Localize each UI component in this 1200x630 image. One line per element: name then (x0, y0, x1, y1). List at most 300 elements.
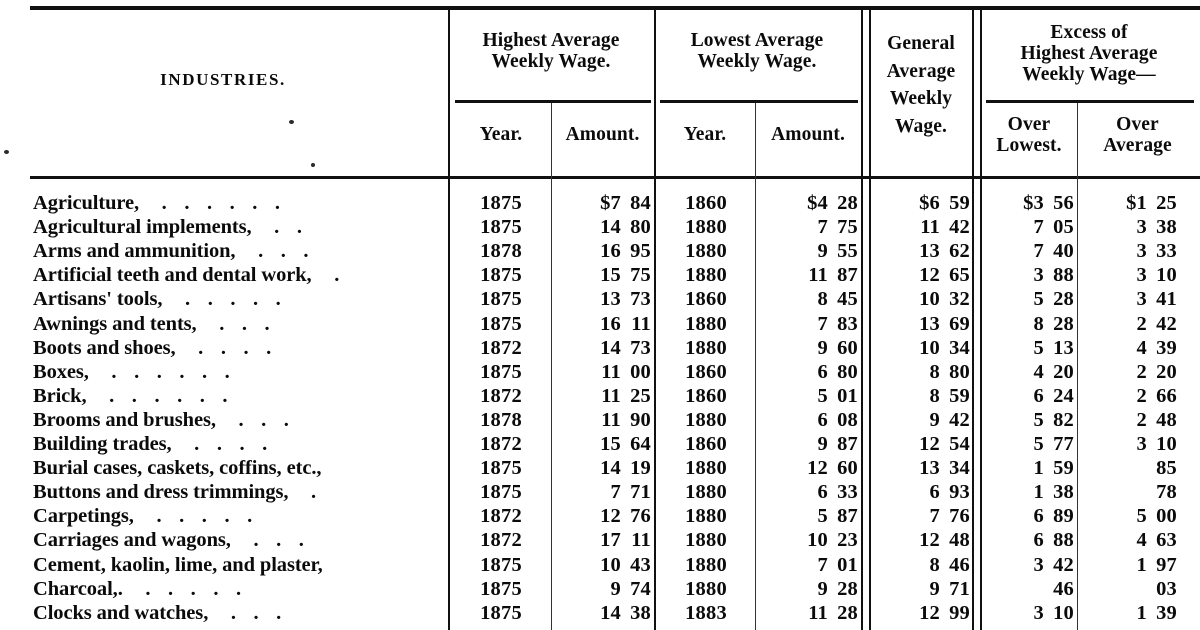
column-header-over-lowest (982, 114, 1076, 156)
general-average-dollars: 8 (929, 384, 940, 407)
highest-year-cell: 1875 (480, 601, 522, 624)
highest-amount-cents: 11 (631, 529, 651, 552)
highest-amount-cents: 84 (630, 192, 651, 214)
industry-label: Buttons and dress trimmings, (33, 481, 289, 504)
lowest-year-cell: 1860 (685, 360, 727, 383)
highest-amount-dollars: 11 (601, 408, 621, 431)
general-average-cents: 59 (949, 192, 970, 214)
over-average-line1: Over (1116, 114, 1159, 135)
industry-name-cell (33, 361, 445, 385)
highest-amount-cents: 76 (630, 505, 651, 528)
excess-over-lowest-dollars: 3 (1033, 601, 1044, 624)
lowest-amount-cents: 87 (837, 264, 858, 287)
highest-amount-cents: 43 (630, 553, 651, 576)
highest-amount-cents: 11 (631, 312, 651, 335)
highest-amount-cell (557, 481, 651, 505)
industry-name-cell (33, 602, 445, 626)
leader-dots: . (288, 481, 323, 504)
column-header-over-average (1079, 114, 1196, 156)
excess-over-average-cell (1085, 264, 1177, 288)
excess-over-average-cents: 78 (1156, 481, 1177, 504)
general-average-dollars: 7 (929, 505, 940, 528)
general-average-cents: 34 (949, 336, 970, 359)
highest-year-label: Year. (479, 124, 523, 145)
highest-year-cell: 1872 (480, 384, 522, 407)
industry-name-cell (33, 288, 445, 312)
lowest-amount-dollars: 7 (817, 312, 828, 335)
table-row (0, 457, 1200, 481)
lowest-amount-dollars: 7 (817, 553, 828, 576)
lowest-amount-dollars: 9 (817, 240, 828, 263)
highest-amount-cents: 75 (630, 264, 651, 287)
general-average-cell (874, 578, 970, 602)
general-line4: Wage. (895, 116, 947, 138)
table-row (0, 578, 1200, 602)
general-average-cell (874, 457, 970, 481)
leader-dots: . . . . . . (86, 384, 234, 407)
table-row (0, 481, 1200, 505)
industry-name-cell (33, 505, 445, 529)
excess-over-lowest-dollars: 3 (1033, 192, 1044, 214)
industry-name-cell (33, 457, 445, 481)
general-average-cents: 93 (949, 481, 970, 504)
highest-year-cell: 1875 (480, 312, 522, 335)
excess-over-average-dollars: 1 (1136, 601, 1147, 624)
leader-dots: . . . . . . (88, 360, 237, 383)
over-average-line2: Average (1103, 135, 1172, 157)
general-average-cents: 65 (949, 264, 970, 287)
highest-amount-dollars: 16 (600, 312, 621, 335)
lowest-year-cell: 1860 (685, 433, 727, 455)
lowest-amount-cents: 55 (837, 240, 858, 263)
lowest-amount-cents: 28 (837, 192, 858, 214)
excess-over-average-cents: 39 (1156, 336, 1177, 359)
lowest-amount-cell (758, 578, 858, 602)
highest-year-cell: 1875 (480, 360, 522, 383)
table-row (0, 361, 1200, 385)
lowest-amount-dollars: 7 (817, 216, 828, 239)
lowest-amount-dollars: 11 (808, 264, 828, 287)
lowest-amount-cell (758, 409, 858, 433)
excess-over-average-dollars: 1 (1136, 553, 1147, 576)
lowest-year-cell: 1860 (685, 288, 727, 311)
highest-year-cell: 1872 (480, 505, 522, 528)
excess-over-lowest-cents: 38 (1053, 481, 1074, 504)
industry-name-cell (33, 409, 445, 433)
highest-year-cell: 1878 (480, 408, 522, 431)
excess-over-lowest-dollars: 3 (1033, 553, 1044, 576)
highest-amount-cents: 19 (630, 457, 651, 480)
table-row (0, 554, 1200, 578)
industry-name-cell (33, 313, 445, 337)
highest-amount-dollars: 15 (600, 433, 621, 455)
leader-dots: . . . (208, 601, 288, 624)
lowest-amount-cents: 23 (837, 529, 858, 552)
lowest-amount-cell (758, 385, 858, 409)
highest-amount-cents: 90 (630, 408, 651, 431)
general-average-cell (874, 554, 970, 578)
leader-dots: . . . (230, 529, 311, 552)
excess-over-lowest-dollars: 3 (1033, 264, 1044, 287)
excess-over-average-cell (1085, 240, 1177, 264)
lowest-year-cell: 1880 (685, 577, 727, 600)
general-average-dollars: 13 (919, 312, 940, 335)
general-average-dollars: 10 (919, 288, 940, 311)
excess-over-lowest-cents: 56 (1053, 192, 1074, 214)
lowest-amount-cents: 01 (837, 384, 858, 407)
lowest-amount-cents: 75 (837, 216, 858, 239)
excess-over-average-dollars: 3 (1136, 433, 1147, 455)
excess-over-lowest-cell (986, 409, 1074, 433)
excess-over-lowest-dollars: 5 (1033, 288, 1044, 311)
lowest-amount-dollars: 6 (817, 481, 828, 504)
highest-year-cell: 1875 (480, 481, 522, 504)
table-row (0, 337, 1200, 361)
highest-amount-cell (557, 529, 651, 553)
table-row (0, 216, 1200, 240)
highest-year-cell: 1875 (480, 216, 522, 239)
highest-amount-cents: 73 (630, 288, 651, 311)
excess-over-average-cents: 85 (1156, 457, 1177, 480)
general-average-cents: 34 (949, 457, 970, 480)
excess-over-lowest-dollars: 5 (1033, 433, 1044, 455)
general-average-dollars: 13 (919, 457, 940, 480)
excess-over-lowest-cell (986, 578, 1074, 602)
excess-over-lowest-cents: 05 (1053, 216, 1074, 239)
lowest-amount-cents: 60 (837, 336, 858, 359)
lowest-amount-cell (758, 505, 858, 529)
excess-over-lowest-cell (986, 554, 1074, 578)
lowest-year-label: Year. (683, 124, 727, 145)
lowest-year-cell: 1880 (685, 312, 727, 335)
excess-over-average-cell (1085, 192, 1177, 216)
table-row (0, 264, 1200, 288)
lowest-amount-cents: 01 (837, 553, 858, 576)
lowest-amount-cell (758, 264, 858, 288)
general-line2: Average (886, 60, 956, 82)
excess-over-lowest-cell (986, 385, 1074, 409)
table-body (0, 190, 1200, 630)
highest-amount-dollars: 14 (600, 336, 621, 359)
excess-over-average-dollars: 2 (1136, 384, 1147, 407)
excess-over-lowest-dollars: 7 (1033, 216, 1044, 239)
lowest-year-cell: 1880 (685, 529, 727, 552)
column-group-highest-average (452, 30, 650, 72)
general-average-cents: 42 (949, 408, 970, 431)
excess-over-lowest-cents: 28 (1053, 312, 1074, 335)
excess-over-average-cell (1085, 602, 1177, 626)
excess-over-average-cell (1085, 361, 1177, 385)
lowest-amount-cents: 28 (837, 577, 858, 600)
excess-over-lowest-cents: 40 (1053, 240, 1074, 263)
currency-symbol: $ (1126, 192, 1137, 214)
highest-amount-cell (557, 602, 651, 626)
lowest-year-cell: 1880 (685, 481, 727, 504)
column-header-lowest-year (656, 124, 754, 145)
leader-dots: . . . . . (133, 505, 259, 528)
lowest-amount-cents: 60 (837, 457, 858, 480)
lowest-year-cell: 1883 (685, 601, 727, 624)
excess-over-lowest-dollars: 6 (1033, 384, 1044, 407)
general-average-cell (874, 264, 970, 288)
group-title-line2: Weekly Wage. (697, 51, 817, 73)
lowest-amount-cell (758, 481, 858, 505)
general-average-cents: 99 (949, 601, 970, 624)
highest-year-cell: 1875 (480, 288, 522, 311)
industry-label: Awnings and tents, (33, 312, 197, 335)
industry-name-cell (33, 433, 445, 457)
lowest-amount-cell (758, 337, 858, 361)
general-average-cents: 54 (949, 433, 970, 455)
highest-amount-cell (557, 457, 651, 481)
general-average-cell (874, 216, 970, 240)
general-average-cell (874, 602, 970, 626)
leader-dots: . . . (235, 240, 315, 263)
excess-over-lowest-dollars: 6 (1033, 529, 1044, 552)
highest-amount-cell (557, 192, 651, 216)
excess-over-lowest-cell (986, 602, 1074, 626)
highest-amount-dollars: 11 (601, 360, 621, 383)
highest-amount-dollars: 15 (600, 264, 621, 287)
general-average-cents: 46 (949, 553, 970, 576)
industry-name-cell (33, 337, 445, 361)
general-average-dollars: 10 (919, 336, 940, 359)
lowest-year-cell: 1860 (685, 384, 727, 407)
highest-amount-cell (557, 264, 651, 288)
general-average-cell (874, 361, 970, 385)
highest-amount-cents: 00 (630, 360, 651, 383)
excess-over-average-cents: 33 (1156, 240, 1177, 263)
excess-over-average-dollars: 5 (1136, 505, 1147, 528)
highest-year-cell: 1872 (480, 529, 522, 552)
general-average-cents: 59 (949, 384, 970, 407)
excess-over-average-cell (1085, 529, 1177, 553)
excess-over-lowest-dollars: 5 (1033, 408, 1044, 431)
industry-label: Boots and shoes, (33, 336, 176, 359)
highest-amount-dollars: 7 (610, 481, 621, 504)
industry-label: Artificial teeth and dental work, (33, 264, 312, 287)
lowest-year-cell: 1880 (685, 408, 727, 431)
lowest-amount-dollars: 5 (817, 384, 828, 407)
general-average-dollars: 12 (919, 264, 940, 287)
excess-over-average-cents: 41 (1156, 288, 1177, 311)
table-row (0, 602, 1200, 626)
general-average-cell (874, 433, 970, 457)
highest-amount-cell (557, 578, 651, 602)
lowest-amount-cents: 33 (837, 481, 858, 504)
excess-line1: Excess of (1050, 22, 1128, 43)
table-row (0, 505, 1200, 529)
general-average-dollars: 9 (929, 577, 940, 600)
currency-symbol: $ (807, 192, 818, 214)
table-row (0, 192, 1200, 216)
lowest-amount-cents: 83 (837, 312, 858, 335)
lowest-amount-cents: 28 (837, 601, 858, 624)
industry-name-cell (33, 554, 445, 578)
industry-label: Brick, (33, 384, 87, 407)
lowest-amount-cell (758, 433, 858, 457)
excess-over-lowest-cents: 20 (1053, 360, 1074, 383)
excess-over-lowest-dollars: 1 (1033, 457, 1044, 480)
excess-over-lowest-cell (986, 337, 1074, 361)
excess-over-average-cell (1085, 337, 1177, 361)
industry-name-cell (33, 240, 445, 264)
excess-over-average-cell (1085, 433, 1177, 457)
general-average-cell (874, 288, 970, 312)
highest-year-cell: 1878 (480, 240, 522, 263)
highest-amount-cell (557, 337, 651, 361)
excess-over-average-cell (1085, 409, 1177, 433)
header-bottom-rule (30, 176, 1200, 179)
highest-amount-cents: 71 (630, 481, 651, 504)
highest-year-cell: 1875 (480, 577, 522, 600)
highest-amount-cents: 95 (630, 240, 651, 263)
excess-over-average-cell (1085, 457, 1177, 481)
excess-over-average-cell (1085, 385, 1177, 409)
leader-dots: . . (251, 216, 309, 239)
general-average-dollars: 11 (920, 216, 940, 239)
highest-amount-cents: 80 (630, 216, 651, 239)
excess-over-average-cents: 10 (1156, 433, 1177, 455)
excess-over-average-cents: 03 (1156, 577, 1177, 600)
group-title-line2: Weekly Wage. (491, 51, 611, 73)
lowest-amount-dollars: 4 (817, 192, 828, 214)
column-group-excess (982, 22, 1196, 85)
industry-label: Artisans' tools, (33, 288, 163, 311)
general-average-cell (874, 481, 970, 505)
lowest-amount-cell (758, 554, 858, 578)
lowest-amount-cell (758, 602, 858, 626)
table-row (0, 313, 1200, 337)
lowest-amount-cell (758, 361, 858, 385)
industry-label: Clocks and watches, (33, 601, 209, 624)
highest-year-cell: 1875 (480, 457, 522, 480)
currency-symbol: $ (919, 192, 930, 214)
table-header (0, 8, 1200, 176)
general-average-cents: 42 (949, 216, 970, 239)
column-group-lowest-average (658, 30, 856, 72)
highest-amount-cell (557, 433, 651, 457)
lowest-year-cell: 1880 (685, 505, 727, 528)
industry-name-cell (33, 481, 445, 505)
lowest-amount-dollars: 8 (817, 288, 828, 311)
industry-label: Agriculture, (33, 192, 140, 214)
excess-over-average-dollars: 4 (1136, 529, 1147, 552)
excess-over-lowest-dollars: 5 (1033, 336, 1044, 359)
highest-amount-cell (557, 313, 651, 337)
excess-over-average-cell (1085, 578, 1177, 602)
excess-over-average-cents: 38 (1156, 216, 1177, 239)
excess-over-lowest-cents: 88 (1053, 529, 1074, 552)
industry-label: Charcoal,. (33, 577, 123, 600)
over-lowest-line2: Lowest. (996, 135, 1062, 157)
currency-symbol: $ (1023, 192, 1034, 214)
excess-over-lowest-dollars: 1 (1033, 481, 1044, 504)
column-header-lowest-amount (757, 124, 859, 145)
excess-over-lowest-cents: 59 (1053, 457, 1074, 480)
general-average-cell (874, 385, 970, 409)
highest-amount-dollars: 9 (610, 577, 621, 600)
excess-over-lowest-cents: 10 (1053, 601, 1074, 624)
excess-over-lowest-cell (986, 481, 1074, 505)
excess-over-average-cell (1085, 505, 1177, 529)
industry-name-cell (33, 578, 445, 602)
lowest-amount-cell (758, 529, 858, 553)
highest-amount-dollars: 13 (600, 288, 621, 311)
lowest-year-cell: 1880 (685, 264, 727, 287)
excess-over-lowest-cell (986, 264, 1074, 288)
highest-amount-cell (557, 288, 651, 312)
general-average-cents: 80 (949, 360, 970, 383)
lowest-year-cell: 1880 (685, 457, 727, 480)
lowest-amount-dollars: 12 (807, 457, 828, 480)
excess-over-lowest-cents: 77 (1053, 433, 1074, 455)
industry-label: Brooms and brushes, (33, 408, 216, 431)
excess-over-lowest-cell (986, 192, 1074, 216)
general-average-cents: 32 (949, 288, 970, 311)
lowest-amount-label: Amount. (771, 124, 845, 145)
general-average-cell (874, 505, 970, 529)
highest-amount-cell (557, 361, 651, 385)
over-lowest-line1: Over (1007, 114, 1051, 135)
excess-over-lowest-cents: 46 (1053, 577, 1074, 600)
industry-name-cell (33, 192, 445, 216)
highest-amount-cell (557, 554, 651, 578)
column-header-industries (0, 70, 446, 90)
lowest-amount-dollars: 9 (817, 577, 828, 600)
excess-over-average-dollars: 3 (1136, 288, 1147, 311)
excess-over-average-dollars: 2 (1136, 312, 1147, 335)
general-average-dollars: 6 (929, 481, 940, 504)
excess-over-lowest-cell (986, 505, 1074, 529)
highest-year-cell: 1872 (480, 336, 522, 359)
lowest-amount-dollars: 9 (817, 336, 828, 359)
excess-over-average-cents: 20 (1156, 360, 1177, 383)
general-average-cents: 69 (949, 312, 970, 335)
leader-dots: . . . . . (162, 288, 287, 311)
general-average-cell (874, 337, 970, 361)
industry-label: Burial cases, caskets, coffins, etc., (33, 457, 322, 480)
general-average-cell (874, 313, 970, 337)
general-average-cents: 48 (949, 529, 970, 552)
general-average-dollars: 9 (929, 408, 940, 431)
leader-dots: . . . . (171, 433, 274, 455)
industry-label: Cement, kaolin, lime, and plaster, (33, 553, 323, 576)
industry-label: Boxes, (33, 360, 89, 383)
excess-over-lowest-cell (986, 216, 1074, 240)
column-header-highest-year (452, 124, 550, 145)
highest-amount-dollars: 16 (600, 240, 621, 263)
highest-amount-cell (557, 240, 651, 264)
excess-over-average-cents: 25 (1156, 192, 1177, 214)
highest-year-cell: 1875 (480, 192, 522, 214)
excess-over-average-cell (1085, 554, 1177, 578)
excess-over-average-cents: 66 (1156, 384, 1177, 407)
excess-over-average-dollars: 3 (1136, 216, 1147, 239)
excess-over-lowest-dollars: 8 (1033, 312, 1044, 335)
lowest-amount-cents: 45 (837, 288, 858, 311)
general-average-dollars: 12 (919, 601, 940, 624)
highest-amount-cents: 73 (630, 336, 651, 359)
excess-over-average-cell (1085, 313, 1177, 337)
industry-name-cell (33, 385, 445, 409)
highest-amount-dollars: 7 (610, 192, 621, 214)
highest-amount-cell (557, 409, 651, 433)
general-average-cents: 76 (949, 505, 970, 528)
excess-over-average-cents: 48 (1156, 408, 1177, 431)
highest-amount-dollars: 11 (601, 384, 621, 407)
highest-amount-cents: 25 (630, 384, 651, 407)
